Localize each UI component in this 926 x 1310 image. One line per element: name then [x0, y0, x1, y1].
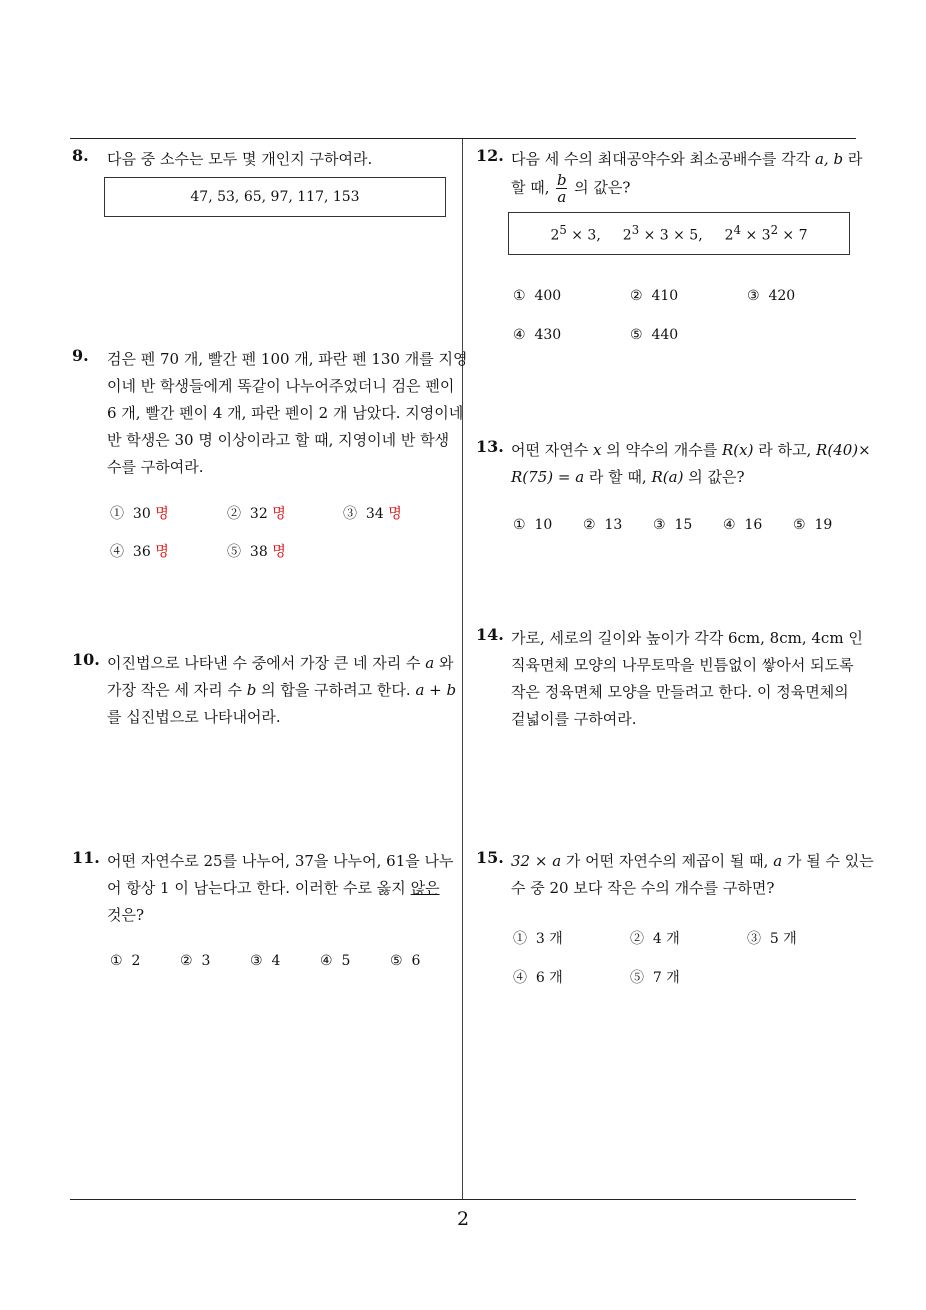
- choice-2[interactable]: ② 410: [630, 288, 679, 304]
- number-list-box: 47, 53, 65, 97, 117, 153: [104, 177, 446, 217]
- choice-5[interactable]: ⑤ 6: [390, 953, 421, 969]
- text-line: 겉넓이를 구하여라.: [511, 710, 637, 728]
- top-rule: [70, 138, 856, 139]
- text-line: 가로, 세로의 길이와 높이가 각각 6cm, 8cm, 4cm 인: [511, 629, 863, 647]
- text-line: 할 때, $\frac{b}{a}$ 의 값은?: [511, 171, 631, 206]
- question-text: [107, 346, 468, 481]
- choice-3[interactable]: ③ 34 명: [343, 506, 402, 522]
- text-line: 어 항상 1 이 남는다고 한다. 이러한 수로 옳지 않은: [107, 879, 440, 897]
- text-line: 6 개, 빨간 펜이 4 개, 파란 펜이 2 개 남았다. 지영이네: [107, 404, 464, 422]
- question-number: 13.: [476, 437, 504, 456]
- choice-1[interactable]: ① 3 개: [513, 931, 563, 947]
- choice-5[interactable]: ⑤ 440: [630, 327, 679, 343]
- expression-3: $2^4 \times 3^2 \times 7$: [724, 223, 808, 244]
- expression-2: $2^3 \times 3 \times 5$,: [622, 223, 703, 244]
- choice-2[interactable]: ② 3: [180, 953, 211, 969]
- choice-2[interactable]: ② 4 개: [630, 931, 680, 947]
- text-line: R(75) = a 라 할 때, R(a) 의 값은?: [511, 468, 745, 486]
- question-text: [511, 437, 871, 491]
- text-line: 가장 작은 세 자리 수 b 의 합을 구하려고 한다. a + b: [107, 681, 457, 699]
- question-text: [107, 650, 459, 731]
- choice-4[interactable]: ④ 430: [513, 327, 562, 343]
- expression-1: $2^5 \times 3$,: [550, 223, 601, 244]
- bottom-rule: [70, 1199, 856, 1200]
- question-number: 14.: [476, 625, 504, 644]
- choice-2[interactable]: ② 13: [583, 517, 623, 533]
- text-line: 작은 정육면체 모양을 만들려고 한다. 이 정육면체의: [511, 683, 849, 701]
- text-line: 32 × a 가 어떤 자연수의 제곱이 될 때, a 가 될 수 있는: [511, 852, 874, 870]
- question-text: [511, 848, 874, 902]
- text-line: 이네 반 학생들에게 똑같이 나누어주었더니 검은 펜이: [107, 377, 455, 395]
- choice-1[interactable]: ① 2: [110, 953, 141, 969]
- underlined-word: 않은: [410, 879, 440, 897]
- text-line: 어떤 자연수 x 의 약수의 개수를 R(x) 라 하고, R(40)×: [511, 441, 871, 459]
- choice-4[interactable]: ④ 16: [723, 517, 763, 533]
- question-number: 9.: [72, 346, 89, 365]
- question-number: 8.: [72, 146, 89, 165]
- fraction-b-over-a: $\frac{b}{a}$: [557, 171, 567, 206]
- choice-1[interactable]: ① 30 명: [110, 506, 169, 522]
- choice-4[interactable]: ④ 5: [320, 953, 351, 969]
- choice-3[interactable]: ③ 420: [747, 288, 796, 304]
- question-text: [511, 625, 861, 733]
- choice-1[interactable]: ① 10: [513, 517, 553, 533]
- text-line: 어떤 자연수로 25를 나누어, 37을 나누어, 61을 나누: [107, 852, 454, 870]
- text-line: 를 십진법으로 나타내어라.: [107, 708, 281, 726]
- question-text: [107, 848, 459, 929]
- choice-3[interactable]: ③ 15: [653, 517, 693, 533]
- text-line: 것은?: [107, 906, 145, 924]
- question-text: [511, 146, 861, 204]
- page-number: 2: [456, 1208, 470, 1230]
- choice-3[interactable]: ③ 5 개: [747, 931, 797, 947]
- choice-2[interactable]: ② 32 명: [227, 506, 286, 522]
- question-number: 10.: [72, 650, 100, 669]
- question-number: 12.: [476, 146, 504, 165]
- text-line: 반 학생은 30 명 이상이라고 할 때, 지영이네 반 학생: [107, 431, 450, 449]
- text-line: 직육면체 모양의 나무토막을 빈틈없이 쌓아서 되도록: [511, 656, 854, 674]
- column-divider: [462, 139, 463, 1199]
- text-line: 수 중 20 보다 작은 수의 개수를 구하면?: [511, 879, 775, 897]
- choice-1[interactable]: ① 400: [513, 288, 562, 304]
- choice-5[interactable]: ⑤ 38 명: [227, 544, 286, 560]
- text-line: 수를 구하여라.: [107, 458, 204, 476]
- question-number: 15.: [476, 848, 504, 867]
- choice-4[interactable]: ④ 6 개: [513, 970, 563, 986]
- text-line: 검은 펜 70 개, 빨간 펜 100 개, 파란 펜 130 개를 지영: [107, 350, 468, 368]
- choice-4[interactable]: ④ 36 명: [110, 544, 169, 560]
- expression-box: [508, 212, 850, 255]
- choice-5[interactable]: ⑤ 7 개: [630, 970, 680, 986]
- text-line: 다음 세 수의 최대공약수와 최소공배수를 각각 a, b 라: [511, 150, 863, 168]
- question-number: 11.: [72, 848, 100, 867]
- choice-3[interactable]: ③ 4: [250, 953, 281, 969]
- question-text: 다음 중 소수는 모두 몇 개인지 구하여라.: [107, 150, 373, 168]
- text-line: 이진법으로 나타낸 수 중에서 가장 큰 네 자리 수 a 와: [107, 654, 454, 672]
- choice-5[interactable]: ⑤ 19: [793, 517, 833, 533]
